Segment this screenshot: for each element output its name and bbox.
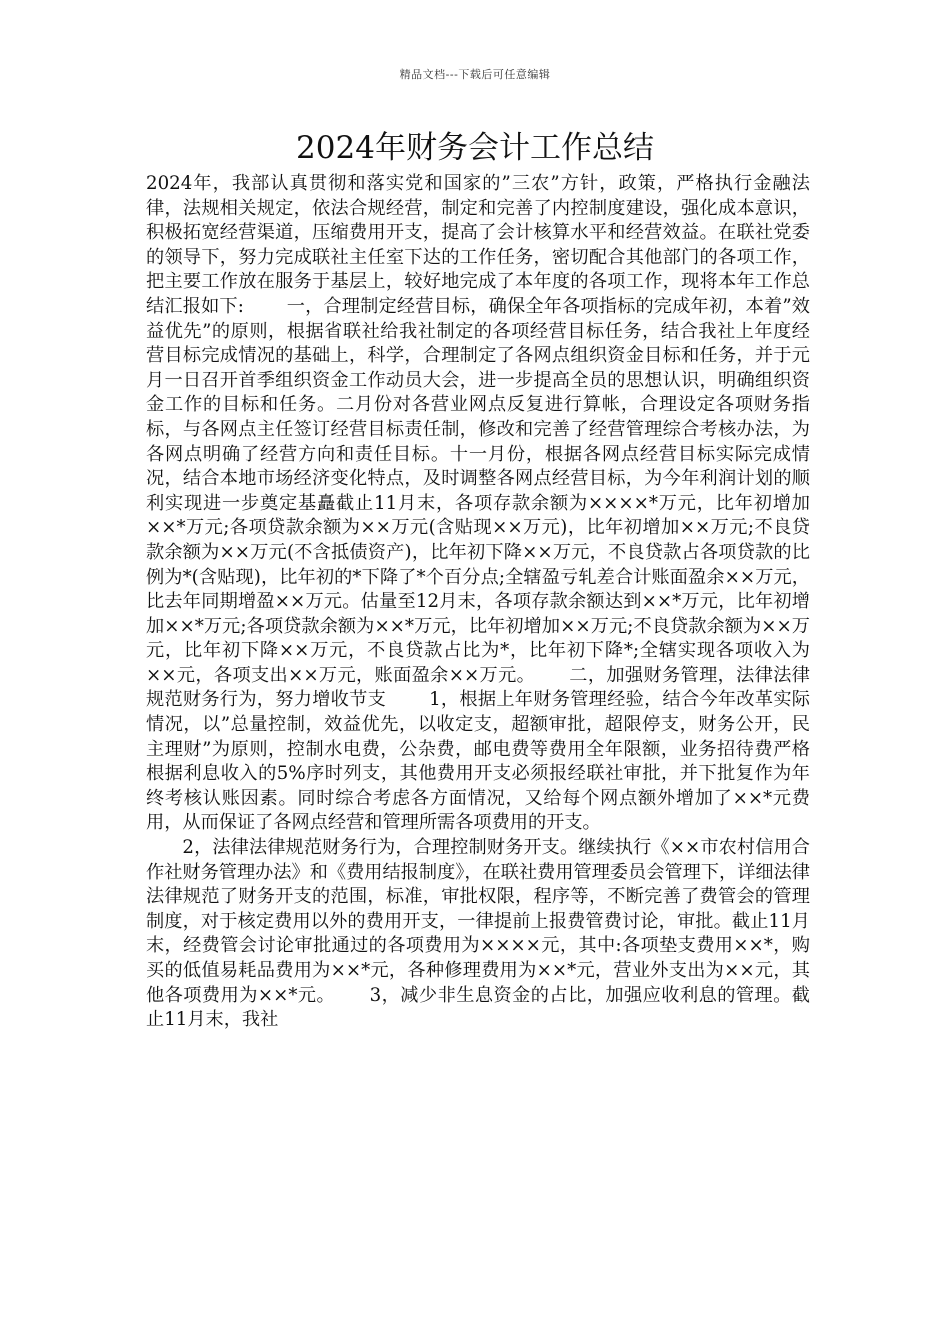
document-body <box>146 172 810 1033</box>
paragraph-2: 2，法律法律规范财务行为，合理控制财务开支。继续执行《××市农村信用合作社财务管理办法》和《费用结报制度》，在联社费用管理委员会管理下，详细法律法律规范了财务开支的范围，标准，审批权限，程序等，不断完善了费管会的管理制度，对于核定费用以外的费用开支，一律提前上报费管费讨论，审批。截止11月末，经费管会讨论审批通过的各项费用为××××元，其中:各项垫支费用××*，购买的低值易耗品费用为××*元，各种修理费用为××*元，营业外支出为××元，其他各项费用为××*元。 3，减少非生息资金的占比，加强应收利息的管理。截止11月末，我社 <box>146 837 810 1031</box>
document-title: 2024年财务会计工作总结 <box>296 130 654 166</box>
paragraph-1: 2024年，我部认真贯彻和落实党和国家的”三农”方针，政策，严格执行金融法律，法规相关规定，依法合规经营，制定和完善了内控制度建设，强化成本意识，积极拓宽经营渠道，压缩费用开支，提高了会计核算水平和经营效益。在联社党委的领导下，努力完成联社主任室下达的工作任务，密切配合其他部门的各项工作，把主要工作放在服务于基层上，较好地完成了本年度的各项工作，现将本年工作总结汇报如下: 一，合理制定经营目标，确保全年各项指标的完成年初，本着”效益优先”的原则，根据省联社给我社制定的各项经营目标任务，结合我社上年度经营目标完成情况的基础上，科学，合理制定了各网点组织资金目标和任务，并于元月一日召开首季组织资金工作动员大会，进一步提高全员的思想认识，明确组织资金工作的目标和任务。二月份对各营业网点反复进行算帐，合理设定各项财务指标，与各网点主任签订经营目标责任制，修改和完善了经营管理综合考核办法，为各网点明确了经营方向和责任目标。十一月份，根据各网点经营目标实际完成情况，结合本地市场经济变化特点，及时调整各网点经营目标，为今年利润计划的顺利实现进一步奠定基矗截止11月末，各项存款余额为××××*万元，比年初增加××*万元;各项贷款余额为××万元(含贴现××万元)，比年初增加××万元;不良贷款余额为××万元(不含抵债资产)，比年初下降××万元，不良贷款占各项贷款的比例为*(含贴现)，比年初的*下降了*个百分点;全辖盈亏轧差合计账面盈余××万元，比去年同期增盈××万元。估量至12月末，各项存款余额达到××*万元，比年初增加××*万元;各项贷款余额为××*万元，比年初增加××万元;不良贷款余额为××万元，比年初下降××万元，不良贷款占比为*，比年初下降*;全辖实现各项收入为××元，各项支出××万元，账面盈余××万元。 二，加强财务管理，法律法律规范财务行为，努力增收节支 1，根据上年财务管理经验，结合今年改革实际情况，以”总量控制，效益优先，以收定支，超额审批，超限停支，财务公开，民主理财”为原则，控制水电费，公杂费，邮电费等费用全年限额，业务招待费严格根据利息收入的5%序时列支，其他费用开支必须报经联社审批，并下批复作为年终考核认账因素。同时综合考虑各方面情况，又给每个网点额外增加了××*元费用，从而保证了各网点经营和管理所需各项费用的开支。 <box>146 173 810 834</box>
header-note: 精品文档---下载后可任意编辑 <box>399 68 551 81</box>
